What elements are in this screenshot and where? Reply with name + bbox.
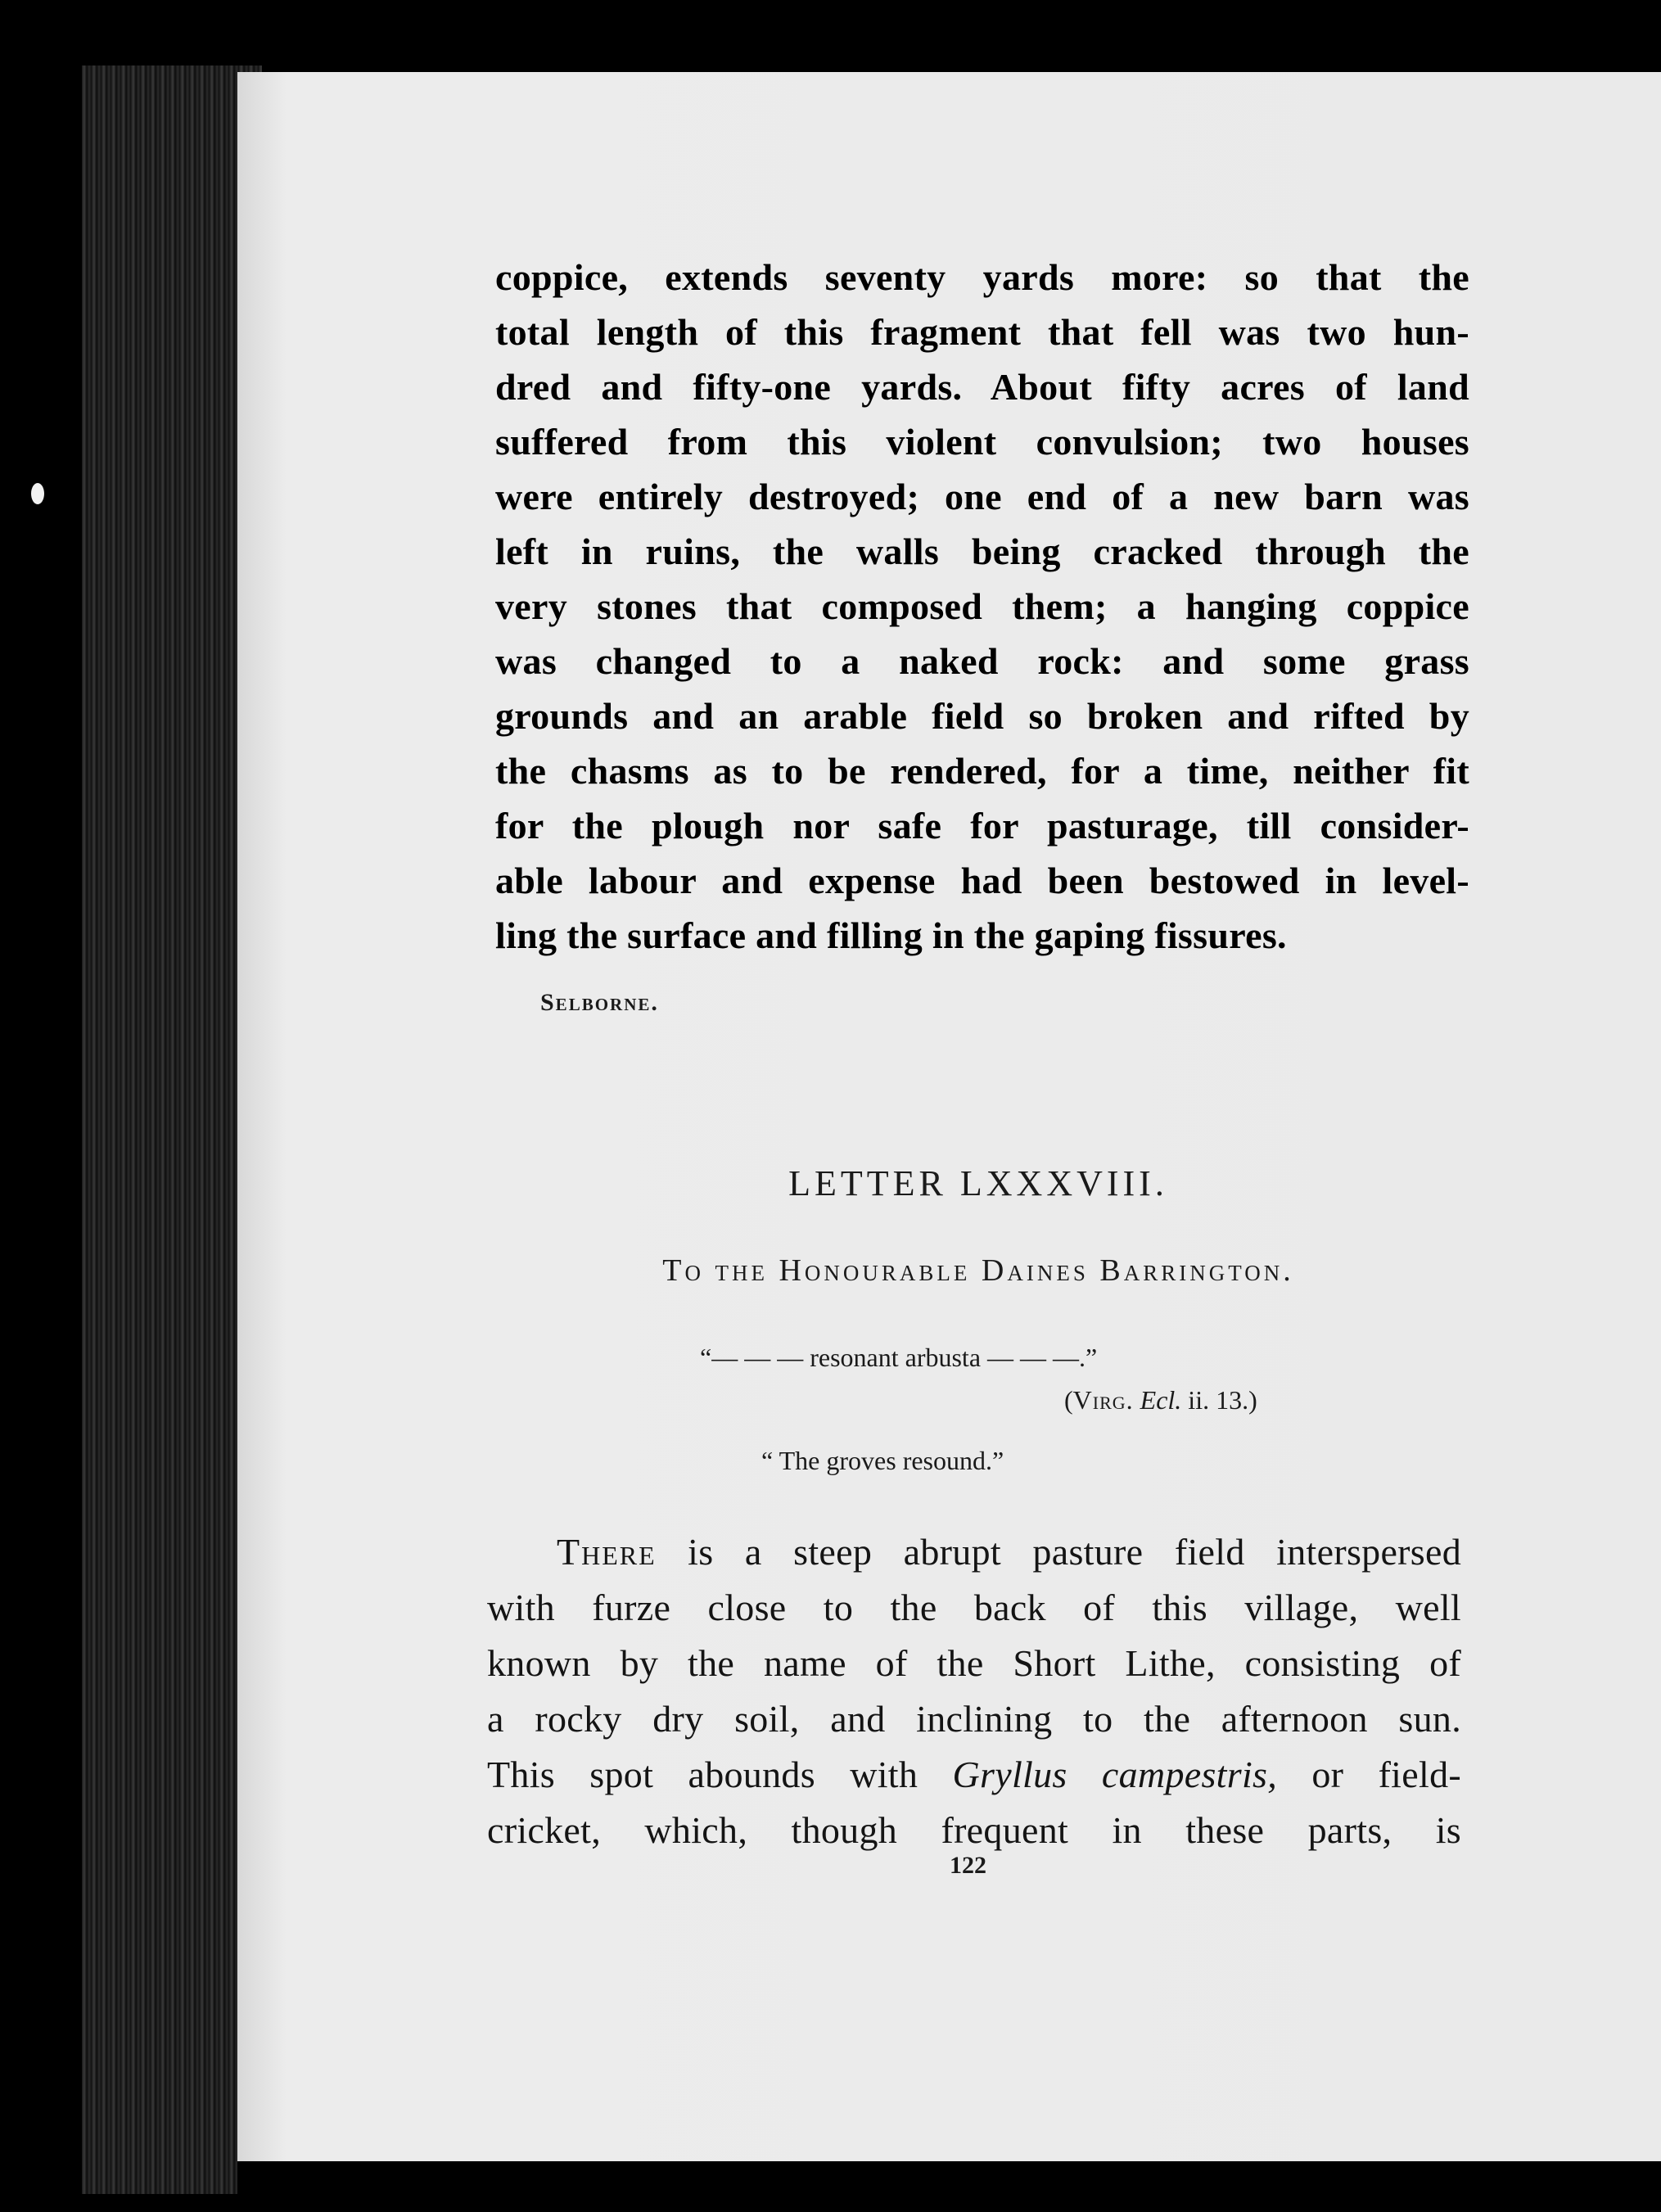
citation-open: ( bbox=[1064, 1385, 1073, 1415]
text-line: dred and fifty-one yards. About fifty acres of land bbox=[495, 366, 1469, 408]
place-signature: Selborne. bbox=[540, 989, 659, 1016]
species-name: Gryllus campestris, bbox=[952, 1754, 1278, 1795]
text-line: very stones that composed them; a hanging coppice bbox=[495, 585, 1469, 627]
latin-epigraph: “— — — resonant arbusta — — —.” bbox=[700, 1343, 1098, 1372]
page-bottom-shadow bbox=[237, 2161, 1661, 2212]
page-number: 122 bbox=[950, 1852, 986, 1879]
letter-addressee: To the Honourable Daines Barrington. bbox=[662, 1253, 1294, 1288]
text-line: suffered from this violent convulsion; two houses bbox=[495, 421, 1469, 463]
text-line: were entirely destroyed; one end of a new barn was bbox=[495, 476, 1469, 517]
text-run: This spot abounds with bbox=[487, 1754, 953, 1795]
epigraph-citation bbox=[1064, 1385, 1257, 1415]
text-line: the chasms as to be rendered, for a time, neither fit bbox=[495, 750, 1469, 792]
opening-word: There bbox=[557, 1531, 657, 1573]
citation-author: Virg. bbox=[1072, 1385, 1134, 1415]
citation-work: Ecl. bbox=[1140, 1385, 1182, 1415]
text-line: total length of this fragment that fell was two hun- bbox=[495, 311, 1469, 353]
text-line: left in ruins, the walls being cracked through the bbox=[495, 530, 1469, 572]
text-run: or field- bbox=[1277, 1754, 1461, 1795]
letter-body-text bbox=[487, 1524, 1461, 1858]
text-line: known by the name of the Short Lithe, consisting of bbox=[487, 1642, 1461, 1684]
text-line: a rocky dry soil, and inclining to the afternoon sun. bbox=[487, 1698, 1461, 1740]
text-line: coppice, extends seventy yards more: so that the bbox=[495, 256, 1469, 298]
text-line: able labour and expense had been bestowed in level- bbox=[495, 860, 1469, 901]
text-line: with furze close to the back of this village, well bbox=[487, 1587, 1461, 1628]
text-run: is a steep abrupt pasture field interspersed bbox=[656, 1531, 1461, 1573]
text-line: ling the surface and filling in the gaping fissures. bbox=[495, 914, 1287, 956]
continued-letter-text bbox=[495, 250, 1469, 963]
citation-ref: ii. 13.) bbox=[1181, 1385, 1257, 1415]
book-spine-edge bbox=[82, 65, 262, 2194]
text-line: cricket, which, though frequent in these parts, is bbox=[487, 1809, 1461, 1851]
text-line: was changed to a naked rock: and some grass bbox=[495, 640, 1469, 682]
text-line bbox=[487, 1524, 1461, 1580]
epigraph-translation: “ The groves resound.” bbox=[761, 1446, 1004, 1475]
text-line: for the plough nor safe for pasturage, till consider- bbox=[495, 805, 1469, 846]
text-line: grounds and an arable field so broken and rifted by bbox=[495, 695, 1469, 737]
letter-heading: LETTER LXXXVIII. bbox=[788, 1163, 1168, 1203]
text-line bbox=[487, 1747, 1461, 1803]
scan-speck bbox=[31, 483, 44, 504]
